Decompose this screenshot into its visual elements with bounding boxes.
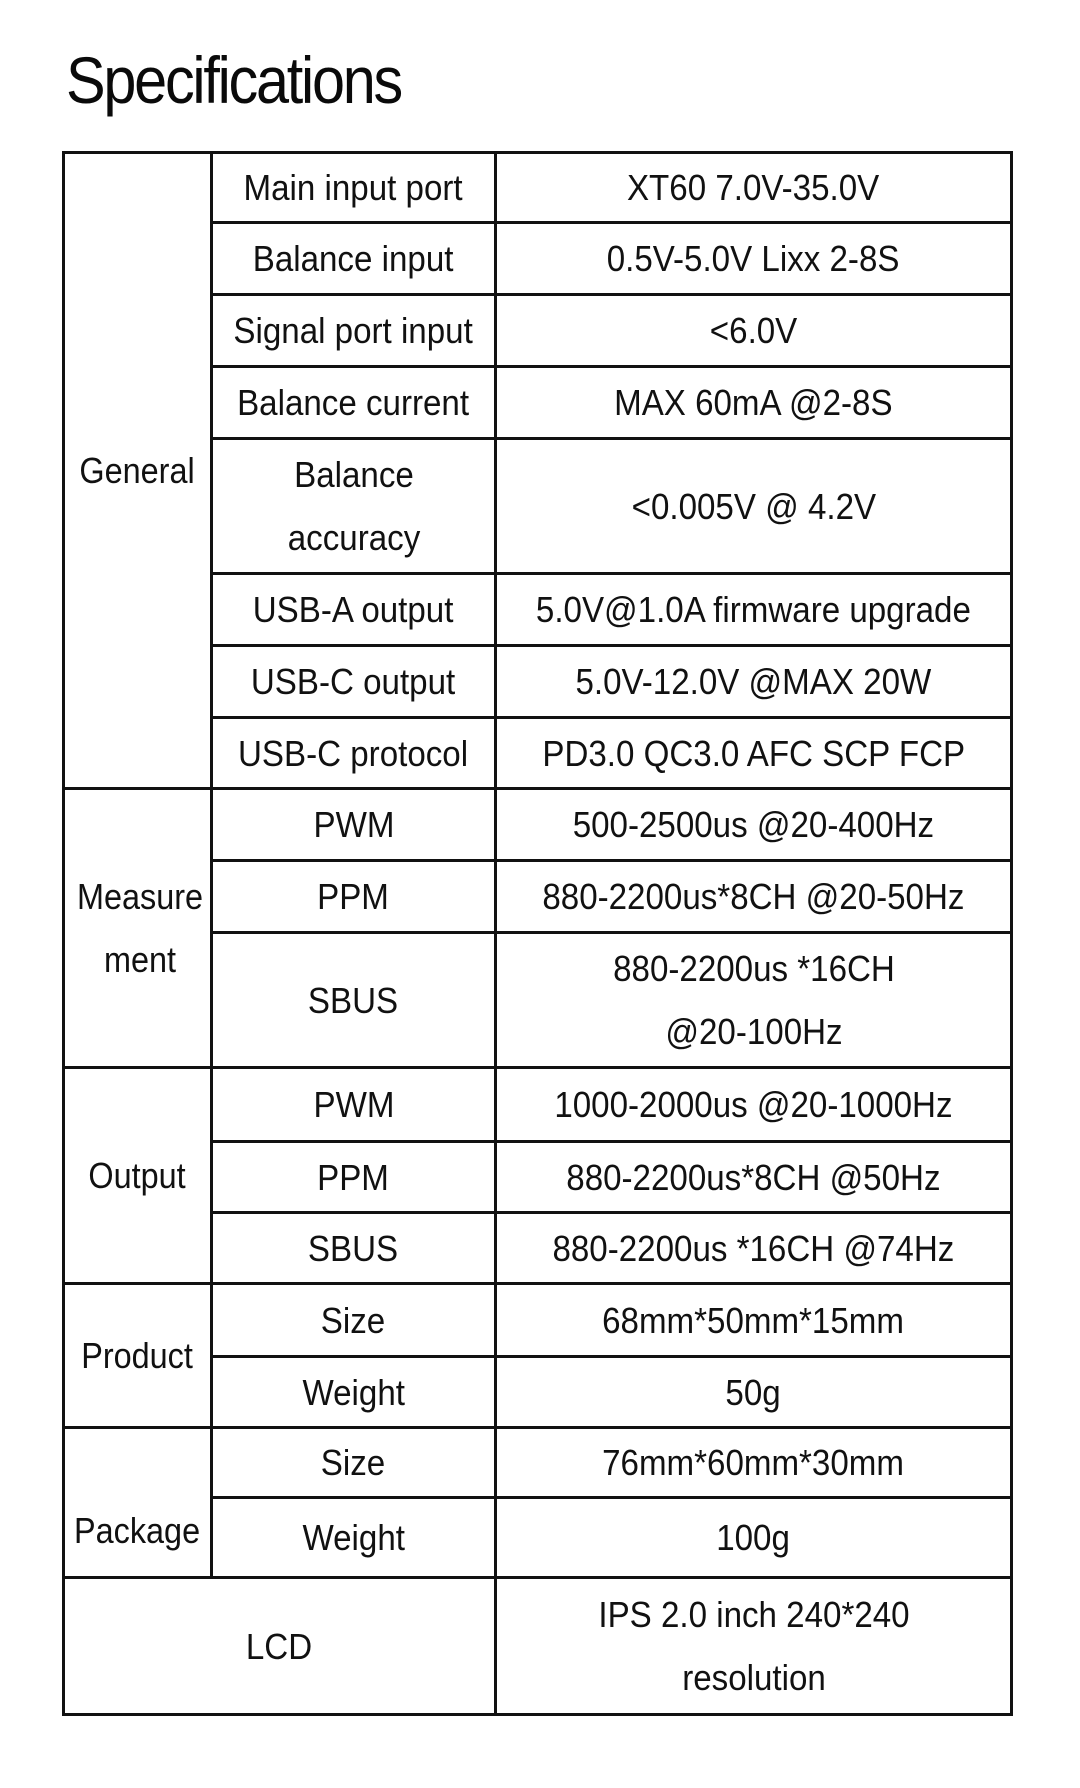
table-row — [64, 789, 1012, 861]
param-label: USB-C output — [212, 646, 496, 718]
param-value: PD3.0 QC3.0 AFC SCP FCP — [496, 718, 1012, 789]
param-label: Main input port — [212, 153, 496, 223]
param-label: PPM — [212, 861, 496, 933]
param-label: USB-C protocol — [212, 718, 496, 789]
param-value: 880-2200us*8CH @20-50Hz — [496, 861, 1012, 933]
param-value: 68mm*50mm*15mm — [496, 1284, 1012, 1357]
table-row — [64, 1428, 1012, 1498]
group-label-package: Package — [64, 1428, 212, 1578]
group-label-general: General — [64, 153, 212, 789]
param-label: Weight — [212, 1498, 496, 1578]
group-label-measurement: Measure ment — [64, 789, 212, 1068]
param-label: Balance current — [212, 367, 496, 439]
group-label-product: Product — [64, 1284, 212, 1428]
param-value: 0.5V-5.0V Lixx 2-8S — [496, 223, 1012, 295]
param-label: Size — [212, 1284, 496, 1357]
param-value: <6.0V — [496, 295, 1012, 367]
param-label: Signal port input — [212, 295, 496, 367]
param-label: USB-A output — [212, 574, 496, 646]
param-label: PWM — [212, 789, 496, 861]
param-value: XT60 7.0V-35.0V — [496, 153, 1012, 223]
param-value: 880-2200us*8CH @50Hz — [496, 1142, 1012, 1213]
table-row — [64, 1284, 1012, 1357]
page-title: Specifications — [66, 43, 401, 117]
param-value: MAX 60mA @2-8S — [496, 367, 1012, 439]
param-value: 5.0V-12.0V @MAX 20W — [496, 646, 1012, 718]
group-label-output: Output — [64, 1068, 212, 1284]
param-value: <0.005V @ 4.2V — [496, 439, 1012, 574]
param-value: 50g — [496, 1357, 1012, 1428]
param-label: PPM — [212, 1142, 496, 1213]
param-label: Balance input — [212, 223, 496, 295]
param-value: 5.0V@1.0A firmware upgrade — [496, 574, 1012, 646]
param-label: SBUS — [212, 1213, 496, 1284]
param-value: IPS 2.0 inch 240*240 resolution — [496, 1578, 1012, 1715]
param-value: 880-2200us *16CH @20-100Hz — [496, 933, 1012, 1068]
table-row — [64, 153, 1012, 223]
param-label: Balance accuracy — [212, 439, 496, 574]
param-label: Weight — [212, 1357, 496, 1428]
group-label-lcd: LCD — [64, 1578, 496, 1715]
specifications-table — [62, 151, 1013, 1716]
table-row — [64, 1068, 1012, 1142]
param-value: 76mm*60mm*30mm — [496, 1428, 1012, 1498]
param-label: SBUS — [212, 933, 496, 1068]
param-label: Size — [212, 1428, 496, 1498]
param-value: 500-2500us @20-400Hz — [496, 789, 1012, 861]
param-value: 880-2200us *16CH @74Hz — [496, 1213, 1012, 1284]
param-value: 100g — [496, 1498, 1012, 1578]
param-value: 1000-2000us @20-1000Hz — [496, 1068, 1012, 1142]
table-row — [64, 1578, 1012, 1715]
param-label: PWM — [212, 1068, 496, 1142]
